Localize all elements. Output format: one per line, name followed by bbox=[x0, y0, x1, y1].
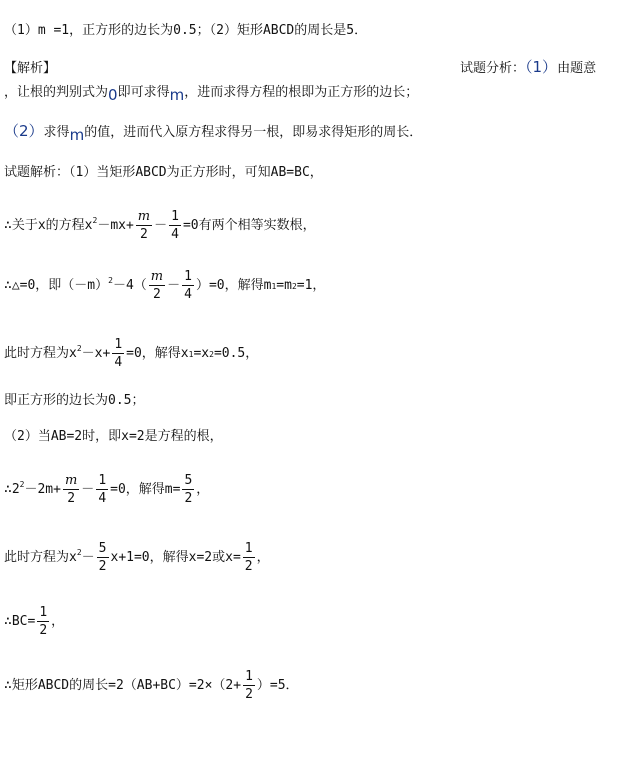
step-text: ∴矩形ABCD的周长=2（AB+BC）=2×（2+ bbox=[4, 678, 242, 693]
subscript: 2 bbox=[291, 282, 297, 291]
exponent: 2 bbox=[19, 480, 25, 489]
fraction-1-over-2: $\frac{1}{2}$ bbox=[245, 669, 253, 702]
step-text: ∴△=0，即（－m） bbox=[4, 278, 109, 293]
step-text: － bbox=[167, 278, 181, 293]
step-text: =0，解得m= bbox=[110, 482, 181, 497]
fraction-m-over-2: $\frac{m}{2}$ bbox=[150, 269, 164, 302]
fraction-1-over-4: $\frac{1}{4}$ bbox=[98, 473, 107, 506]
fraction-1-over-4: $\frac{1}{4}$ bbox=[171, 209, 179, 242]
step-text: － bbox=[81, 550, 95, 565]
solution-intro: 试题解析：（1）当矩形ABCD为正方形时，可知AB=BC， bbox=[4, 165, 323, 180]
hint-text: 的值，进而代入原方程求得另一根，即易求得矩形的周长． bbox=[84, 125, 423, 140]
hint-2 bbox=[4, 122, 422, 142]
fraction-5-over-2: $\frac{5}{2}$ bbox=[98, 541, 107, 574]
step-text: －mx+ bbox=[97, 218, 134, 233]
step-text: 此时方程为x bbox=[4, 550, 77, 565]
step-text: ）=0，解得m bbox=[195, 278, 272, 293]
solution-step-1 bbox=[4, 208, 316, 243]
m-symbol: m bbox=[69, 126, 85, 144]
hint-label: 试题分析： bbox=[460, 61, 526, 76]
answer-line: （1）m =1，正方形的边长为0.5；（2）矩形ABCD的周长是5． bbox=[4, 23, 368, 38]
hint-1-tail: 由题意 bbox=[557, 61, 597, 76]
step-text: －x+ bbox=[81, 346, 111, 361]
subscript: 1 bbox=[271, 282, 277, 291]
exponent: 2 bbox=[108, 276, 113, 285]
step-text: ∴关于x的方程x bbox=[4, 218, 93, 233]
step-text: － bbox=[154, 218, 168, 233]
solution-step-7 bbox=[4, 540, 270, 575]
hint-text: ，进而求得方程的根即为正方形的边长； bbox=[184, 85, 419, 100]
hint-2-num: （2） bbox=[4, 122, 44, 140]
hint-label-line bbox=[460, 58, 596, 78]
step-text: =0，解得x bbox=[126, 346, 189, 361]
solution-step-9 bbox=[4, 668, 299, 703]
step-text: ∴BC= bbox=[4, 614, 36, 629]
solution-step-5: （2）当AB=2时，即x=2是方程的根， bbox=[4, 429, 223, 444]
hint-text: 求得 bbox=[43, 125, 70, 140]
fraction-1-over-4: $\frac{1}{4}$ bbox=[184, 269, 192, 302]
step-text: ， bbox=[51, 614, 65, 629]
step-text: =x bbox=[193, 346, 210, 361]
solution-step-3 bbox=[4, 336, 258, 371]
step-text: =0有两个相等实数根， bbox=[182, 218, 316, 233]
subscript: 1 bbox=[188, 350, 194, 359]
exponent: 2 bbox=[76, 548, 82, 557]
exponent: 2 bbox=[76, 344, 82, 353]
step-text: ， bbox=[196, 482, 210, 497]
fraction-1-over-2: $\frac{1}{2}$ bbox=[244, 541, 253, 574]
step-text: － bbox=[81, 482, 95, 497]
step-text: －4（ bbox=[112, 278, 147, 293]
fraction-5-over-2: $\frac{5}{2}$ bbox=[184, 473, 193, 506]
step-text: x+1=0，解得x=2或x= bbox=[110, 550, 241, 565]
solution-step-6 bbox=[4, 472, 209, 507]
solution-step-8 bbox=[4, 604, 64, 639]
step-text: 此时方程为x bbox=[4, 346, 77, 361]
step-text: ∴2 bbox=[4, 482, 20, 497]
exponent: 2 bbox=[92, 216, 98, 225]
hint-1-num: （1） bbox=[525, 58, 558, 76]
step-text: =m bbox=[276, 278, 292, 293]
hint-text: 即可求得 bbox=[117, 85, 170, 100]
fraction-1-over-2: $\frac{1}{2}$ bbox=[39, 605, 48, 638]
fraction-1-over-4: $\frac{1}{4}$ bbox=[114, 337, 123, 370]
zero-symbol: 0 bbox=[108, 86, 118, 104]
solution-step-2 bbox=[4, 268, 325, 303]
m-symbol: m bbox=[169, 86, 185, 104]
step-text: =0.5， bbox=[213, 346, 259, 361]
step-text: －2m+ bbox=[24, 482, 61, 497]
fraction-m-over-2: $\frac{m}{2}$ bbox=[137, 209, 151, 242]
subscript: 2 bbox=[209, 350, 214, 359]
hint-1-cont bbox=[4, 82, 418, 102]
step-text: ）=5． bbox=[256, 678, 299, 693]
step-text: =1， bbox=[296, 278, 326, 293]
hint-text: ，让根的判别式为 bbox=[4, 85, 109, 100]
analysis-heading: 【解析】 bbox=[4, 61, 57, 76]
solution-step-4: 即正方形的边长为0.5； bbox=[4, 393, 145, 408]
step-text: ， bbox=[256, 550, 270, 565]
fraction-m-over-2: $\frac{m}{2}$ bbox=[64, 473, 78, 506]
